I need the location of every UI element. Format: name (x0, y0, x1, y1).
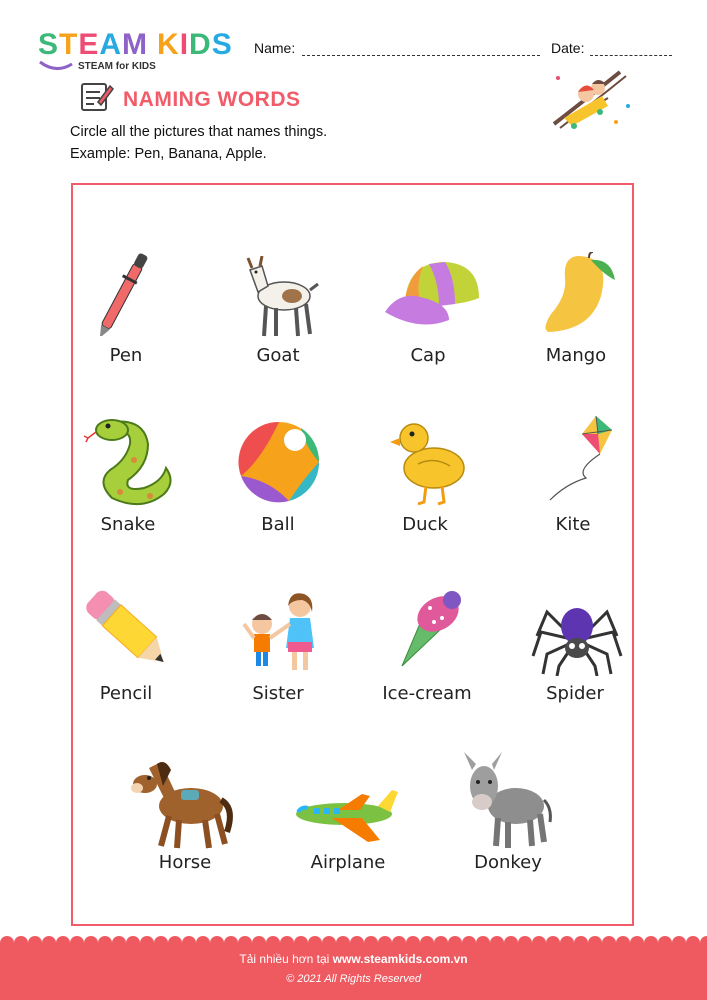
goat-icon (218, 256, 338, 342)
label-mango: Mango (545, 345, 607, 366)
footer-copyright: © 2021 All Rights Reserved (286, 973, 421, 985)
duck-icon (368, 416, 488, 508)
footer-site-link[interactable]: www.steamkids.com.vn (332, 952, 468, 966)
label-duck: Duck (402, 514, 448, 535)
pencil-icon (68, 590, 188, 670)
logo-swoosh-icon (38, 58, 74, 72)
item-pen[interactable] (67, 246, 187, 336)
label-horse: Horse (158, 852, 212, 873)
worksheet-title: NAMING WORDS (123, 88, 301, 111)
item-snake[interactable] (68, 416, 188, 508)
date-label: Date: (551, 40, 585, 56)
logo-wordmark: STEAM KIDS (38, 28, 233, 61)
label-airplane: Airplane (310, 852, 386, 873)
ice-cream-icon (368, 588, 488, 670)
item-mango[interactable] (519, 252, 639, 336)
label-donkey: Donkey (474, 852, 542, 873)
label-ball: Ball (261, 514, 295, 535)
ball-icon (219, 420, 339, 504)
item-duck[interactable] (368, 416, 488, 508)
name-label: Name: (254, 40, 296, 56)
item-spider[interactable] (517, 596, 637, 676)
name-field[interactable] (302, 54, 540, 56)
kids-rollercoaster-icon (550, 66, 634, 132)
item-donkey[interactable] (440, 750, 560, 850)
footer-prefix: Tải nhiều hơn tại (239, 952, 330, 966)
airplane-icon (288, 786, 408, 846)
steam-kids-logo (38, 30, 238, 74)
pen-icon (67, 246, 187, 336)
cap-icon (369, 256, 489, 336)
label-spider: Spider (546, 683, 604, 704)
item-sister[interactable] (218, 590, 338, 676)
item-goat[interactable] (218, 256, 338, 342)
item-pencil[interactable] (68, 590, 188, 670)
worksheet-icon (80, 80, 114, 112)
label-sister: Sister (252, 683, 304, 704)
item-ball[interactable] (219, 420, 339, 504)
label-pen: Pen (109, 345, 143, 366)
label-snake: Snake (100, 514, 156, 535)
mango-icon (519, 252, 639, 336)
footer-download-text (0, 952, 707, 966)
sister-icon (218, 590, 338, 676)
horse-icon (121, 756, 241, 852)
spider-icon (517, 596, 637, 676)
label-cap: Cap (410, 345, 446, 366)
logo-tagline: STEAM for KIDS (78, 61, 156, 72)
item-kite[interactable] (516, 414, 636, 504)
instruction-text: Circle all the pictures that names things. (70, 124, 328, 140)
example-text: Example: Pen, Banana, Apple. (70, 146, 267, 162)
item-cap[interactable] (369, 256, 489, 336)
item-horse[interactable] (121, 756, 241, 852)
label-ice-cream: Ice-cream (382, 683, 472, 704)
snake-icon (68, 416, 188, 508)
kite-icon (516, 414, 636, 504)
item-airplane[interactable] (288, 786, 408, 846)
label-pencil: Pencil (99, 683, 153, 704)
label-kite: Kite (555, 514, 591, 535)
date-field[interactable] (590, 54, 672, 56)
item-ice-cream[interactable] (368, 588, 488, 670)
label-goat: Goat (256, 345, 300, 366)
donkey-icon (440, 750, 560, 850)
